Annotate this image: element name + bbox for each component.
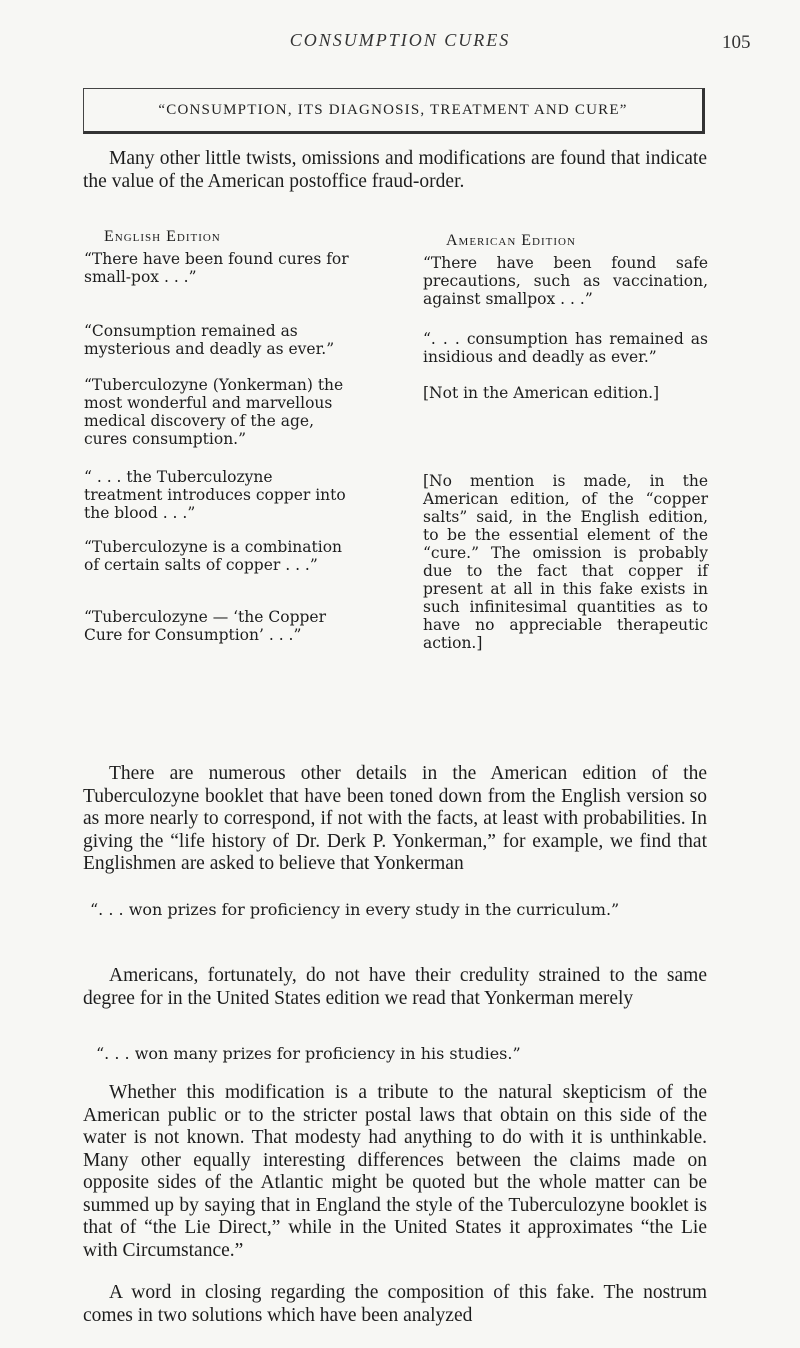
english-entry-1: “There have been found cures for small-pox . . .” — [84, 250, 349, 286]
english-entry-6: “Tuberculozyne — ‘the Copper Cure for Consumption’ . . .” — [84, 608, 326, 644]
english-entry-5: “Tuberculozyne is a combination of certain salts of copper . . .” — [84, 538, 343, 574]
body-paragraph-2: Americans, fortunately, do not have their credulity strained to the same degree for in the United States edition we read that Yonkerman merely — [83, 965, 707, 1009]
american-entry-1: “There have been found safe precautions, such as vaccination, against smallpox . . .” — [423, 254, 708, 308]
american-entry-2: “. . . consumption has remained as insidious and deadly as ever.” — [423, 330, 708, 366]
american-edition-heading: American Edition — [446, 232, 576, 249]
american-entry-3: [Not in the American edition.] — [423, 384, 660, 402]
english-entry-3: “Tuberculozyne (Yonkerman) the most wonderful and marvellous medical discovery of the age, cures consumption.” — [84, 376, 344, 448]
page-number: 105 — [722, 32, 751, 53]
english-entry-2: “Consumption remained as mysterious and deadly as ever.” — [84, 322, 335, 358]
boxed-section-title: “CONSUMPTION, ITS DIAGNOSIS, TREATMENT AND CURE” — [83, 88, 705, 134]
body-paragraph-4: A word in closing regarding the composition of this fake. The nostrum comes in two solutions which have been analyzed — [83, 1282, 707, 1326]
running-title: CONSUMPTION CURES — [289, 30, 511, 50]
body-paragraph-3: Whether this modification is a tribute to the natural skepticism of the American public or to the stricter postal laws that obtain on this side of the water is not known. That modesty had anything to do with it is unthinkable. Many other equally interesting differences between the claims made on opposite sides of the Atlantic might be quoted but the whole matter can be summed up by saying that in England the style of the Tuberculozyne booklet is that of “the Lie Direct,” while in the United States it approximates “the Lie with Circumstance.” — [83, 1082, 707, 1261]
intro-paragraph: Many other little twists, omissions and modifications are found that indicate the value of the American postoffice fraud-order. — [83, 148, 707, 192]
quote-1: “. . . won prizes for proficiency in every study in the curriculum.” — [90, 900, 620, 919]
quote-2: “. . . won many prizes for proficiency in his studies.” — [96, 1044, 521, 1063]
english-edition-heading: English Edition — [104, 228, 221, 245]
american-entry-4: [No mention is made, in the American edition, of the “copper salts” said, in the English edition, to be the essential element of the “cure.” The omission is probably due to the fact that copper if present at all in this fake exists in such infinitesimal quantities as to have no appreciable therapeutic action.] — [423, 472, 708, 652]
body-paragraph-1: There are numerous other details in the American edition of the Tuberculozyne booklet that have been toned down from the English version so as more nearly to correspond, if not with the facts, at least with probabilities. In giving the “life history of Dr. Derk P. Yonkerman,” for example, we find that Englishmen are asked to believe that Yonkerman — [83, 763, 707, 874]
english-entry-4: “ . . . the Tuberculozyne treatment introduces copper into the blood . . .” — [84, 468, 346, 522]
